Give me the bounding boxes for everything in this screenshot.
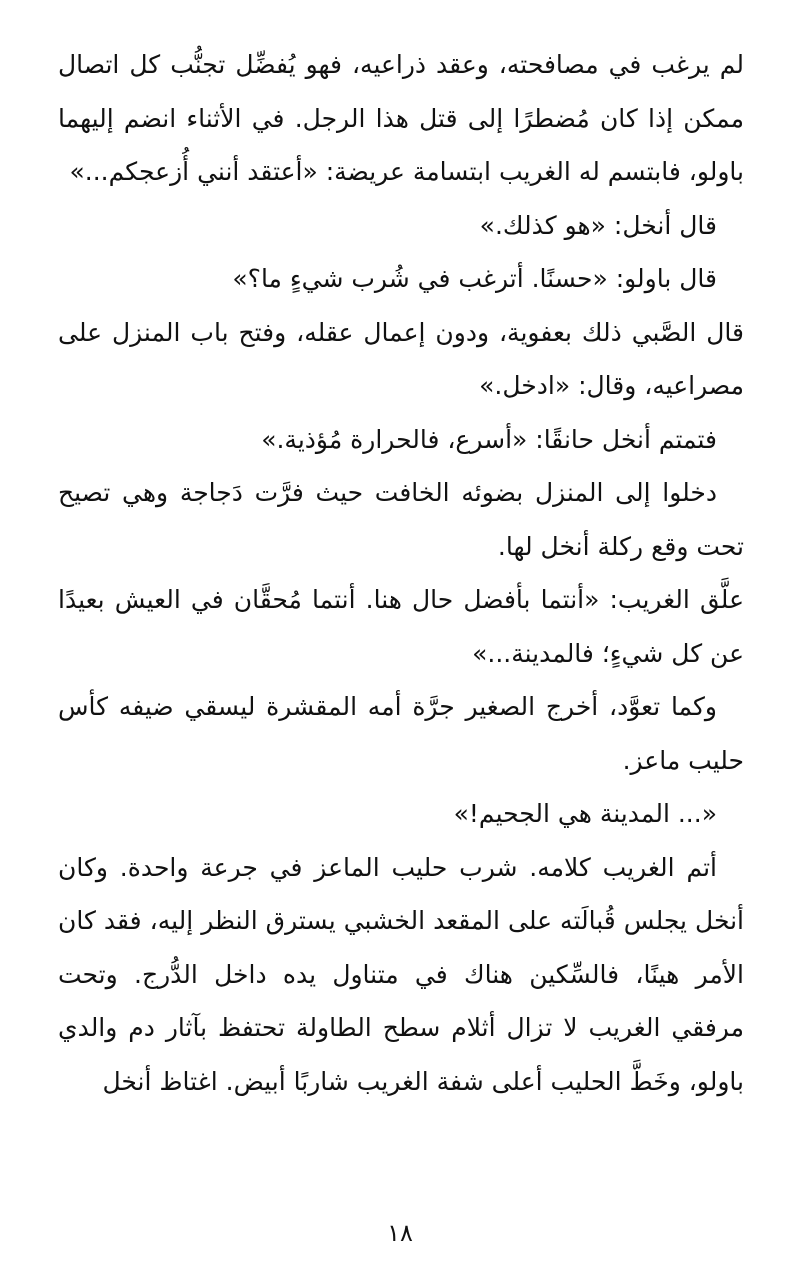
paragraph: علَّق الغريب: «أنتما بأفضل حال هنا. أنتما مُحقَّان في العيش بعيدًا عن كل شيءٍ؛ فالمدينة...» [58,585,744,668]
paragraph: دخلوا إلى المنزل بضوئه الخافت حيث فرَّت دَجاجة وهي تصيح تحت وقع ركلة أنخل لها. [58,478,744,561]
paragraph: فتمتم أنخل حانقًا: «أسرع، فالحرارة مُؤذية.» [261,424,717,454]
paragraph: قال الصَّبي ذلك بعفوية، ودون إعمال عقله، وفتح باب المنزل على مصراعيه، وقال: «ادخل.» [58,317,744,400]
paragraph: «... المدينة هي الجحيم!» [453,799,717,828]
page-body [58,38,744,1108]
paragraph: قال أنخل: «هو كذلك.» [479,210,717,240]
paragraph: أتم الغريب كلامه. شرب حليب الماعز في جرعة واحدة. وكان أنخل يجلس قُبالَته على المقعد الخشبي يسترق النظر إليه، فقد كان الأمر هينًا، فالسِّكين هناك في متناول يده داخل الدُّرج. وتحت مرفقي الغريب لا تزال أثلام سطح الطاولة تحتفظ بآثار دم والدي باولو، وخَطَّ الحليب أعلى شفة الغريب شاربًا أبيض. اغتاظ أنخل [58,852,744,1096]
page-number: ١٨ [387,1219,413,1247]
paragraph: وكما تعوَّد، أخرج الصغير جرَّة أمه المقشرة ليسقي ضيفه كأس حليب ماعز. [58,692,744,775]
paragraph: قال باولو: «حسنًا. أترغب في شُرب شيءٍ ما؟» [232,264,717,293]
paragraph: لم يرغب في مصافحته، وعقد ذراعيه، فهو يُفضِّل تجنُّب كل اتصال ممكن إذا كان مُضطرًا إلى قتل هذا الرجل. في الأثناء انضم إليهما باولو، فابتسم له الغريب ابتسامة عريضة: «أعتقد أنني أُزعجكم...» [58,50,744,186]
